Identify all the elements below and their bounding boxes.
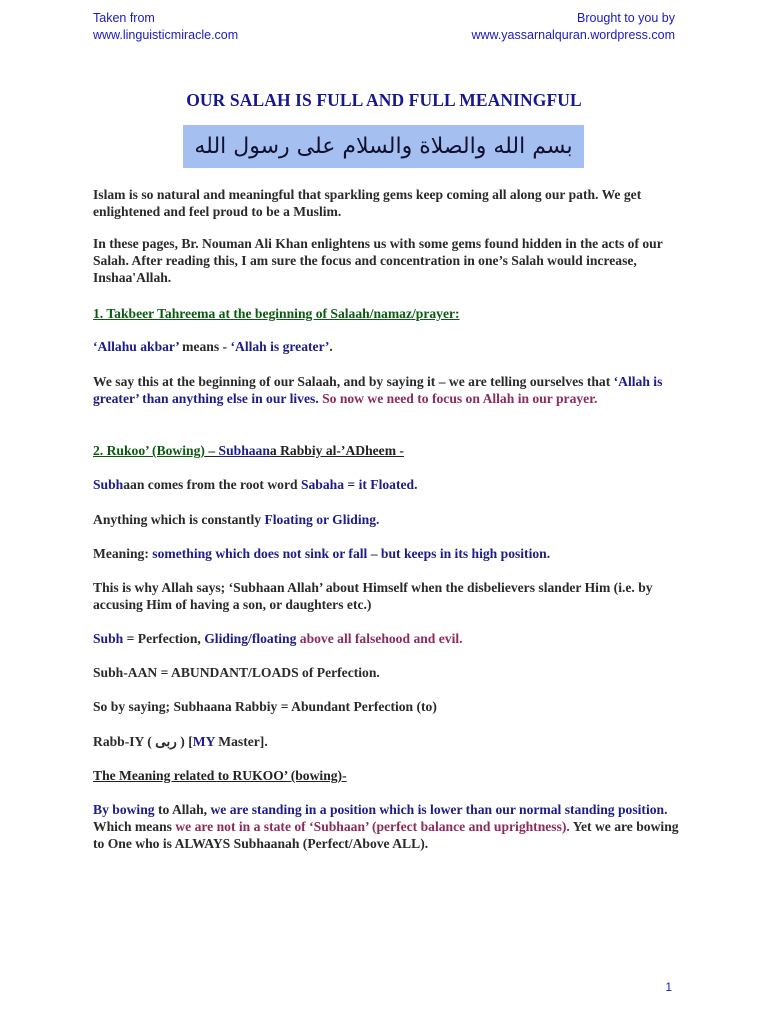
phrase-gliding-floating: Gliding/floating [204,631,297,646]
paragraph-meaning [93,545,683,562]
page-title: OUR SALAH IS FULL AND FULL MEANINGFUL [186,90,582,110]
paragraph-intro: Islam is so natural and meaningful that sparkling gems keep coming all along our path. We get enlightened and feel proud to be a Muslim. [93,187,642,219]
heading-rukoo-text: 2. Rukoo’ (Bowing) [93,443,205,458]
text-master: Master]. [214,734,268,749]
text-which-means: Which means [93,819,176,834]
paragraph-subhaan-root [93,476,683,493]
phrase-not-subhaan: we are not in a state of ‘Subhaan’ (perfect balance and uprightness). [175,819,570,834]
paragraph-bowing [93,801,683,852]
heading-takbeer-text: 1. Takbeer Tahreema at the beginning of Salaah/namaz/prayer: [93,306,460,321]
phrase-above-falsehood: above all falsehood and evil. [296,631,463,646]
arabic-banner [183,125,584,168]
header-source-link[interactable]: www.linguisticmiracle.com [93,28,239,42]
word-subh-2: Subh [93,631,124,646]
text-to-allah: to Allah, [154,802,211,817]
paragraph-floating [93,511,683,528]
header-left [93,10,238,44]
word-my: MY [192,734,215,749]
text-takbeer-intro: We say this at the beginning of our Salaah, and by saying it – we are telling ourselves that [93,374,614,389]
paragraph-subhaana-rabbiy: So by saying; Subhaana Rabbiy = Abundant Perfection (to) [93,699,437,714]
word-subh: Subh [93,477,124,492]
text-equals-perfection: = Perfection, [123,631,205,646]
arabic-banner-text: بسم الله والصلاة والسلام على رسول الله [194,134,573,159]
header-site-link[interactable]: www.yassarnalquran.wordpress.com [471,28,675,42]
paragraph-subh-aan: Subh-AAN = ABUNDANT/LOADS of Perfection. [93,665,380,680]
section-heading-takbeer [93,305,683,322]
phrase-floating-gliding: Floating or Gliding. [264,512,380,527]
phrase-allah-is-greater: ‘Allah is greater’ [230,339,330,354]
paragraph-rabb-iy [93,733,683,750]
paragraph-takbeer-explanation [93,373,683,407]
paragraph-allahu-akbar [93,338,683,355]
paragraph-perfection [93,630,683,647]
phrase-high-position: something which does not sink or fall – but keeps in its high position. [152,546,551,561]
header-brought-by: Brought to you by [577,11,675,25]
text-root-word: aan comes from the root word [123,477,301,492]
section-heading-rukoo [93,442,683,459]
header-taken-from: Taken from [93,11,155,25]
text-rabb-iy: Rabb-IY ( ربى ) [ [93,734,193,749]
heading-dash: – [204,443,219,458]
paragraph-context: In these pages, Br. Nouman Ali Khan enlightens us with some gems found hidden in the acts of our Salah. After reading this, I am sure the focus and concentration in one’s Salah would increase, Inshaa'Allah. [93,236,663,285]
phrase-sabaha: Sabaha = it Floated. [300,477,418,492]
text-period: . [329,339,333,354]
text-means: means - [178,339,231,354]
page-number: 1 [665,980,672,994]
phrase-by-bowing: By bowing [93,802,155,817]
phrase-allahu-akbar: ‘Allahu akbar’ [93,339,179,354]
heading-rabbiy: a Rabbiy al-’ADheem - [269,443,404,458]
header-right [471,10,675,44]
text-anything-constantly: Anything which is constantly [93,512,265,527]
section-heading-rukoo-meaning [93,767,683,784]
phrase-focus-on-allah: So now we need to focus on Allah in our prayer. [318,391,598,406]
phrase-greater-than-anything: ‘Allah is greater’ than anything else in our lives. [93,374,663,406]
phrase-lower-position: we are standing in a position which is lower than our normal standing position. [210,802,668,817]
text-always-subhaanah: Yet we are bowing to One who is ALWAYS Subhaanah (Perfect/Above ALL). [93,819,679,851]
heading-subhaan: Subhaan [218,443,270,458]
paragraph-subhaan-allah: This is why Allah says; ‘Subhaan Allah’ about Himself when the disbelievers slander Him (i.e. by accusing Him of having a son, or daughters etc.) [93,580,653,612]
heading-rukoo-meaning-text: The Meaning related to RUKOO’ (bowing)- [93,768,347,783]
text-meaning-label: Meaning: [93,546,153,561]
